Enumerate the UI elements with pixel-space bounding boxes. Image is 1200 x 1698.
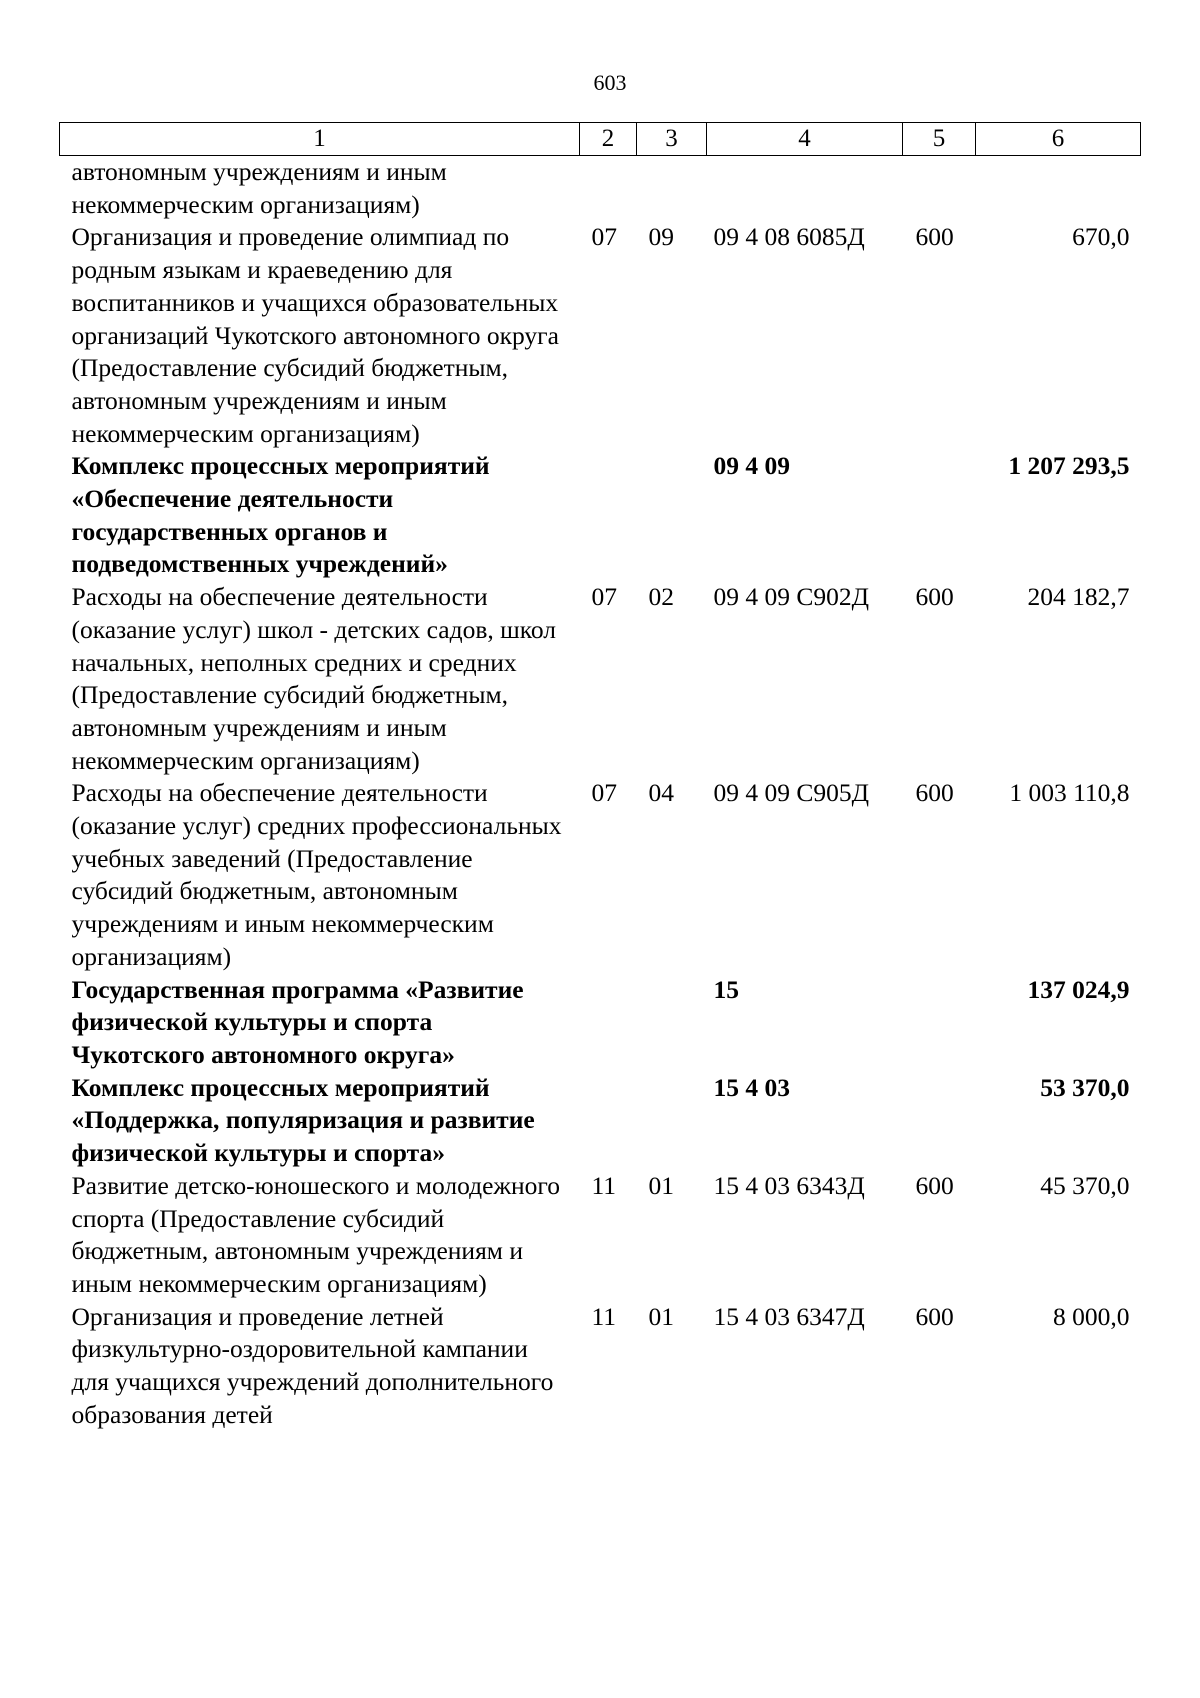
row-name: Организация и проведение олимпиад по родным языкам и краеведению для воспитанников и учащихся образовательных организаций Чукотского автономного округа (Предоставление субсидий бюджетным, автономным учреждениям и иным некоммерческим организациям) [71, 222, 559, 448]
row-name: Комплекс процессных мероприятий «Поддержка, популяризация и развитие физической культуры и спорта» [71, 1072, 535, 1168]
table-row [60, 221, 1141, 450]
row-subsection [637, 450, 707, 581]
row-amount: 670,0 [1072, 222, 1130, 252]
row-expense-type [903, 1072, 976, 1170]
row-subsection: 04 [648, 778, 674, 808]
row-amount: 1 207 293,5 [1008, 451, 1130, 481]
row-section [580, 1072, 637, 1170]
row-name: Расходы на обеспечение деятельности (оказание услуг) школ - детских садов, школ начальных, неполных средних и средних (Предоставление субсидий бюджетным, автономным учреждениям и иным некоммерческим организациям) [71, 582, 556, 775]
row-target-article: 15 [713, 974, 739, 1004]
row-expense-type [903, 974, 976, 1072]
row-subsection [637, 156, 707, 222]
row-subsection [637, 974, 707, 1072]
row-subsection: 09 [648, 222, 674, 252]
row-target-article: 09 4 09 С902Д [713, 582, 870, 612]
row-subsection [637, 1072, 707, 1170]
row-subsection: 01 [648, 1170, 674, 1200]
row-amount: 1 003 110,8 [1009, 778, 1130, 808]
row-name: Расходы на обеспечение деятельности (оказание услуг) средних профессиональных учебных заведений (Предоставление субсидий бюджетным, автономным учреждениям и иным некоммерческим организациям) [71, 778, 562, 971]
row-name: автономным учреждениям и иным некоммерческим организациям) [71, 157, 447, 219]
header-col-section: 2 [580, 123, 637, 156]
row-target-article: 09 4 09 [713, 451, 790, 481]
header-col-amount: 6 [976, 123, 1141, 156]
table-body [60, 156, 1141, 1432]
row-target-article: 09 4 09 С905Д [713, 778, 870, 808]
table-row [60, 1072, 1141, 1170]
table-row [60, 974, 1141, 1072]
row-expense-type [903, 450, 976, 581]
row-section [580, 450, 637, 581]
table-row [60, 450, 1141, 581]
header-col-target-article: 4 [707, 123, 903, 156]
header-col-subsection: 3 [637, 123, 707, 156]
row-amount: 137 024,9 [1027, 974, 1130, 1004]
table-header [60, 123, 1141, 156]
row-section: 11 [591, 1170, 617, 1200]
row-expense-type: 600 [915, 1301, 954, 1331]
row-name: Государственная программа «Развитие физической культуры и спорта Чукотского автономного округа» [71, 974, 524, 1069]
row-section [580, 156, 637, 222]
row-amount [976, 156, 1141, 222]
row-name: Развитие детско-юношеского и молодежного спорта (Предоставление субсидий бюджетным, автономным учреждениям и иным некоммерческим организациям) [71, 1170, 560, 1298]
row-section: 11 [591, 1301, 617, 1331]
row-expense-type: 600 [915, 1170, 954, 1200]
budget-table [59, 122, 1141, 1431]
row-name: Организация и проведение летней физкультурно-оздоровительной кампании для учащихся учреждений дополнительного образования детей [71, 1301, 554, 1429]
row-expense-type [903, 156, 976, 222]
row-section: 07 [591, 222, 617, 252]
row-section [580, 974, 637, 1072]
table-row [60, 777, 1141, 973]
table-row [60, 156, 1141, 222]
row-amount: 8 000,0 [1053, 1301, 1130, 1331]
row-subsection: 01 [648, 1301, 674, 1331]
row-amount: 53 370,0 [1040, 1072, 1130, 1102]
row-target-article: 15 4 03 [713, 1072, 790, 1102]
row-subsection: 02 [648, 582, 674, 612]
row-target-article: 09 4 08 6085Д [713, 222, 865, 252]
row-expense-type: 600 [915, 778, 954, 808]
row-amount: 204 182,7 [1027, 582, 1130, 612]
table-row [60, 1170, 1141, 1301]
row-section: 07 [591, 778, 617, 808]
row-expense-type: 600 [915, 222, 954, 252]
row-section: 07 [591, 582, 617, 612]
row-amount: 45 370,0 [1040, 1170, 1130, 1200]
row-target-article: 15 4 03 6343Д [713, 1170, 865, 1200]
row-expense-type: 600 [915, 582, 954, 612]
row-name: Комплекс процессных мероприятий «Обеспечение деятельности государственных органов и подведомственных учреждений» [71, 451, 490, 579]
row-target-article [707, 156, 903, 222]
page-number: 603 [593, 70, 627, 95]
header-col-name: 1 [60, 123, 580, 156]
row-target-article: 15 4 03 6347Д [713, 1301, 865, 1331]
header-col-expense-type: 5 [903, 123, 976, 156]
table-row [60, 1301, 1141, 1432]
table-row [60, 581, 1141, 777]
